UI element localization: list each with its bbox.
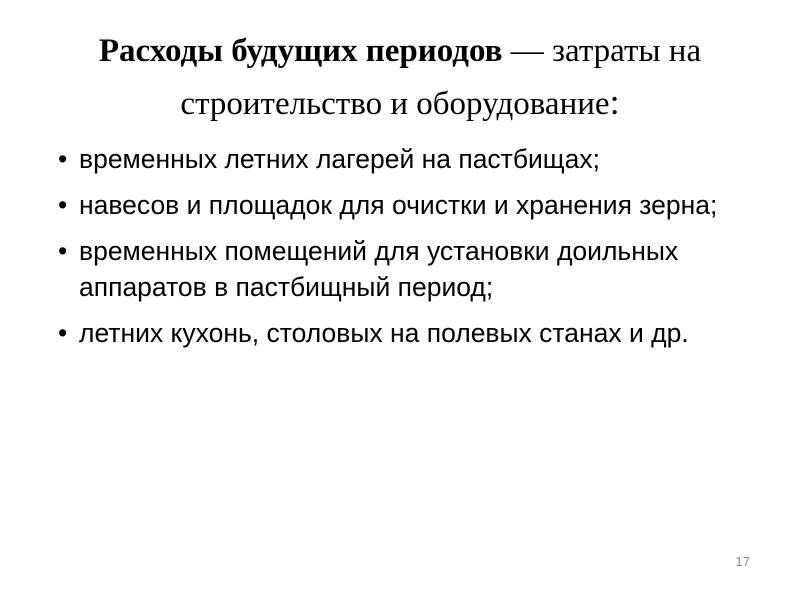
- list-item-text: временных летних лагерей на пастбищах;: [79, 144, 600, 174]
- bullet-list: [58, 141, 763, 361]
- list-item: [58, 187, 763, 223]
- bullet-icon: •: [58, 144, 68, 174]
- list-item-text: временных помещений для установки доильных аппаратов в пастбищный период;: [79, 236, 679, 302]
- list-item-text: летних кухонь, столовых на полевых станах и др.: [79, 318, 689, 348]
- bullet-icon: •: [58, 190, 68, 220]
- title-colon: :: [609, 82, 620, 122]
- page-number: 17: [735, 554, 750, 569]
- list-item: [58, 141, 763, 177]
- slide-title: [40, 26, 760, 130]
- list-item: [58, 315, 763, 351]
- title-regular-part: — затраты на строительство и оборудование: [180, 33, 702, 122]
- list-item-text: навесов и площадок для очистки и хранения зерна;: [79, 190, 718, 220]
- bullet-icon: •: [58, 236, 68, 266]
- list-item: [58, 233, 763, 305]
- title-bold-part: Расходы будущих периодов: [98, 33, 503, 69]
- bullet-icon: •: [58, 318, 68, 348]
